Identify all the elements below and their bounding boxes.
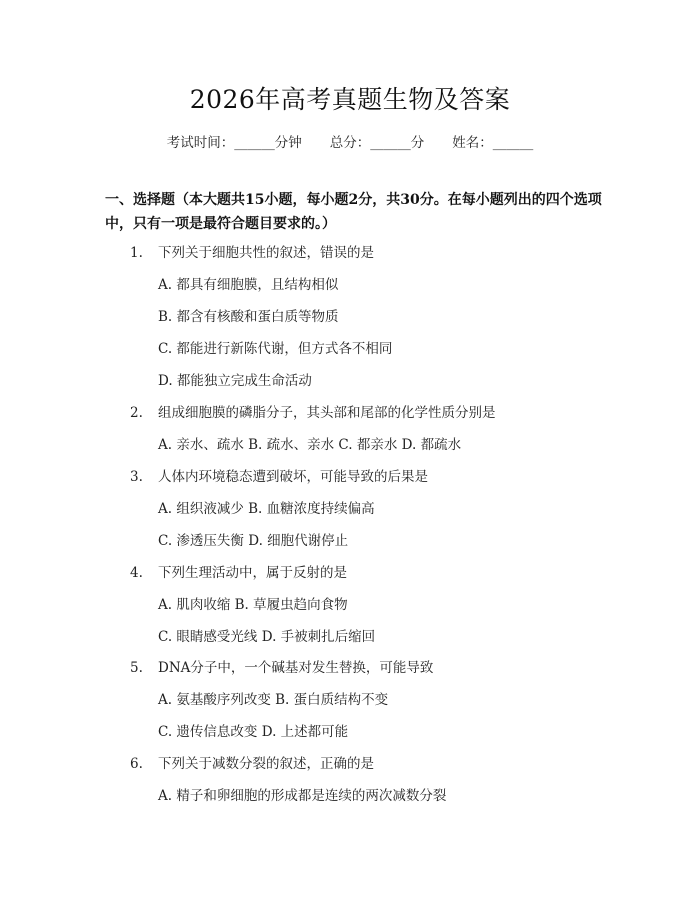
question-5 <box>130 658 433 678</box>
exam-title: 2026年高考真题生物及答案 <box>189 85 511 114</box>
question-3-options-cd: C. 渗透压失衡 D. 细胞代谢停止 <box>158 533 349 549</box>
question-2 <box>130 403 496 423</box>
exam-meta <box>0 131 700 151</box>
question-text: DNA分子中，一个碱基对发生替换，可能导致 <box>158 660 434 676</box>
section-heading: 一、选择题（本大题共15小题，每小题2分，共30分。在每小题列出的四个选项中，只有一项是最符合题目要求的。） <box>105 192 602 232</box>
question-4 <box>130 563 347 583</box>
exam-time-field: 考试时间：______分钟 <box>166 135 302 151</box>
question-6-option-a: A. 精子和卵细胞的形成都是连续的两次减数分裂 <box>158 788 447 804</box>
question-1-option-d: D. 都能独立完成生命活动 <box>158 373 312 389</box>
question-3-options-ab: A. 组织液减少 B. 血糖浓度持续偏高 <box>158 501 375 517</box>
question-5-options-cd: C. 遗传信息改变 D. 上述都可能 <box>158 724 349 740</box>
question-number: 5. <box>130 660 143 676</box>
question-1-option-c: C. 都能进行新陈代谢，但方式各不相同 <box>158 341 393 357</box>
question-number: 2. <box>130 405 143 421</box>
question-number: 4. <box>130 565 143 581</box>
question-4-options-ab: A. 肌肉收缩 B. 草履虫趋向食物 <box>158 597 348 613</box>
question-1-option-a: A. 都具有细胞膜，且结构相似 <box>158 277 339 293</box>
question-text: 组成细胞膜的磷脂分子，其头部和尾部的化学性质分别是 <box>158 405 496 421</box>
question-3 <box>130 467 428 487</box>
question-number: 3. <box>130 469 143 485</box>
question-number: 6. <box>130 756 143 772</box>
question-6 <box>130 754 374 774</box>
question-1 <box>130 243 374 263</box>
question-4-options-cd: C. 眼睛感受光线 D. 手被刺扎后缩回 <box>158 629 376 645</box>
question-text: 下列生理活动中，属于反射的是 <box>158 565 347 581</box>
question-text: 人体内环境稳态遭到破坏，可能导致的后果是 <box>158 469 428 485</box>
student-name-field: 姓名：______ <box>452 135 534 151</box>
question-number: 1. <box>130 245 143 261</box>
question-text: 下列关于减数分裂的叙述，正确的是 <box>158 756 374 772</box>
total-score-field: 总分：______分 <box>329 135 425 151</box>
question-text: 下列关于细胞共性的叙述，错误的是 <box>158 245 374 261</box>
question-2-options: A. 亲水、疏水 B. 疏水、亲水 C. 都亲水 D. 都疏水 <box>158 437 462 453</box>
question-1-option-b: B. 都含有核酸和蛋白质等物质 <box>158 309 339 325</box>
question-5-options-ab: A. 氨基酸序列改变 B. 蛋白质结构不变 <box>158 692 389 708</box>
